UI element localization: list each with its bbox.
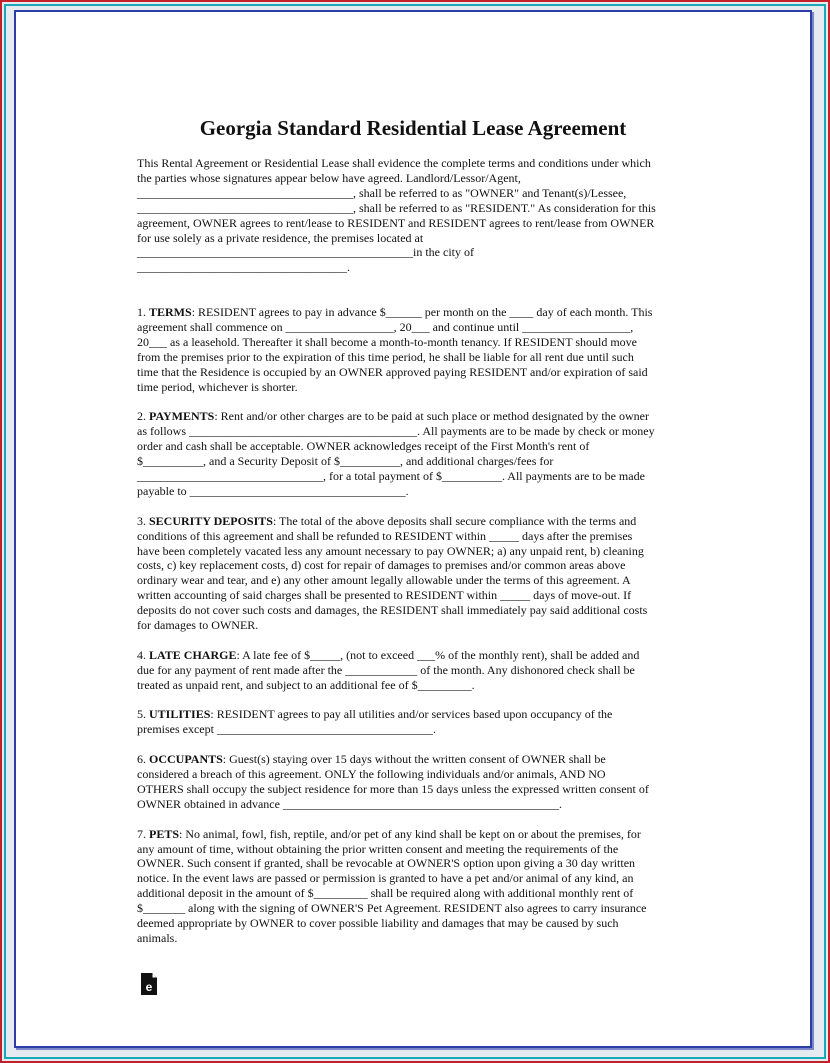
section-line: order and cash shall be acceptable. OWNER acknowledges receipt of the First Month's rent of (137, 439, 590, 454)
section-heading: SECURITY DEPOSITS (149, 513, 273, 528)
section-line: time period, whichever is shorter. (137, 379, 298, 394)
intro-line: agreement, OWNER agrees to rent/lease to RESIDENT and RESIDENT agrees to rent/lease from OWNER (137, 215, 655, 230)
section-line: deposits do not cover such costs and damages, the RESIDENT shall immediately pay said additional costs (137, 603, 648, 618)
section-security-deposits (137, 514, 697, 633)
section-heading: LATE CHARGE (149, 647, 237, 662)
section-heading: UTILITIES (149, 707, 211, 722)
section-line: payable to ____________________________________. (137, 483, 409, 498)
document-page (14, 10, 812, 1048)
section-line: additional deposit in the amount of $_________ shall be required along with additional monthly rent of (137, 886, 634, 901)
section-line: 2. PAYMENTS: Rent and/or other charges are to be paid at such place or method designated by the owner (137, 409, 649, 424)
section-line: time that the Residence is occupied by an OWNER approved paying RESIDENT and/or expiration of said (137, 364, 648, 379)
section-line: notice. In the event laws are passed or permission is granted to have a pet and/or animal of any kind, an (137, 871, 634, 886)
section-line: considered a breach of this agreement. ONLY the following individuals and/or animals, AND NO (137, 767, 606, 782)
section-line: as follows ______________________________________. All payments are to be made by check or money (137, 424, 655, 439)
section-line: ordinary wear and tear, and e) any other amount legally allowable under the terms of this agreement. A (137, 573, 631, 588)
section-line: premises except ____________________________________. (137, 722, 436, 737)
section-heading: TERMS (149, 305, 192, 320)
intro-line: for use solely as a private residence, the premises located at (137, 230, 424, 245)
e-document-icon (140, 972, 158, 996)
section-terms (137, 305, 697, 394)
section-line: $_______ along with the signing of OWNER'S Pet Agreement. RESIDENT also agrees to carry insurance (137, 901, 647, 916)
section-line: due for any payment of rent made after the ____________ of the month. Any dishonored check shall be (137, 662, 635, 677)
intro-line: the parties whose signatures appear below have agreed. Landlord/Lessor/Agent, (137, 170, 521, 185)
intro-line: ____________________________________, shall be referred to as "RESIDENT." As consideration for this (137, 200, 656, 215)
intro-line: ____________________________________, shall be referred to as "OWNER" and Tenant(s)/Lessee, (137, 185, 627, 200)
svg-text:e: e (145, 980, 153, 994)
section-line: animals. (137, 931, 178, 946)
section-line: 4. LATE CHARGE: A late fee of $_____, (not to exceed ___% of the monthly rent), shall be added and (137, 647, 640, 662)
section-heading: OCCUPANTS (149, 752, 223, 767)
section-line: OWNER. Such consent if granted, shall be revocable at OWNER'S option upon giving a 30 day written (137, 856, 636, 871)
section-line: $__________, and a Security Deposit of $__________, and additional charges/fees for (137, 454, 554, 469)
section-line: OTHERS shall occupy the subject residence for more than 15 days unless the expressed written consent of (137, 781, 649, 796)
section-line: agreement shall commence on __________________, 20___ and continue until __________________, (137, 319, 634, 334)
section-line: 20___ as a leasehold. Thereafter it shall become a month-to-month tenancy. If RESIDENT should move (137, 334, 637, 349)
section-line: _______________________________, for a total payment of $__________. All payments are to be made (137, 469, 645, 483)
section-utilities (137, 707, 697, 737)
intro-line: ___________________________________. (137, 260, 350, 275)
section-line: 5. UTILITIES: RESIDENT agrees to pay all utilities and/or services based upon occupancy of the (137, 707, 613, 722)
section-line: 7. PETS: No animal, fowl, fish, reptile, and/or pet of any kind shall be kept on or about the premises, for (137, 826, 641, 841)
section-heading: PETS (149, 826, 180, 841)
document-title: Georgia Standard Residential Lease Agreement (199, 116, 627, 140)
section-line: from the premises prior to the expiration of this time period, he shall be liable for all rent due until such (137, 349, 634, 364)
section-line: 6. OCCUPANTS: Guest(s) staying over 15 days without the written consent of OWNER shall be (137, 752, 606, 767)
intro-paragraph (137, 156, 697, 275)
section-payments (137, 409, 697, 498)
section-pets (137, 827, 697, 946)
section-line: conditions of this agreement and shall be refunded to RESIDENT within _____ days after the premises (137, 528, 633, 543)
section-line: OWNER obtained in advance ______________________________________________. (137, 796, 562, 811)
section-occupants (137, 752, 697, 812)
section-late-charge (137, 648, 697, 693)
intro-line: This Rental Agreement or Residential Lease shall evidence the complete terms and conditions under which (137, 156, 651, 170)
intro-line: ______________________________________________in the city of (137, 245, 474, 260)
document-body (137, 156, 697, 961)
section-line: costs, c) key replacement costs, d) cost for repair of damages to premises and/or common areas above (137, 558, 626, 573)
section-line: 3. SECURITY DEPOSITS: The total of the above deposits shall secure compliance with the terms and (137, 513, 637, 528)
section-line: written accounting of said charges shall be presented to RESIDENT within _____ days of move-out. If (137, 588, 632, 603)
section-line: 1. TERMS: RESIDENT agrees to pay in advance $______ per month on the ____ day of each month. This (137, 305, 653, 320)
section-line: deemed appropriate by OWNER to cover possible liability and damages that may be caused by such (137, 916, 619, 931)
sections-container (137, 305, 697, 946)
section-line: for damages to OWNER. (137, 618, 259, 633)
section-line: have been completely vacated less any amount necessary to pay OWNER; a) any unpaid rent, b) cleaning (137, 543, 644, 558)
section-line: treated as unpaid rent, and subject to an additional fee of $_________. (137, 677, 475, 692)
section-line: any amount of time, without obtaining the prior written consent and meeting the requirements of the (137, 841, 619, 856)
section-heading: PAYMENTS (149, 409, 215, 424)
